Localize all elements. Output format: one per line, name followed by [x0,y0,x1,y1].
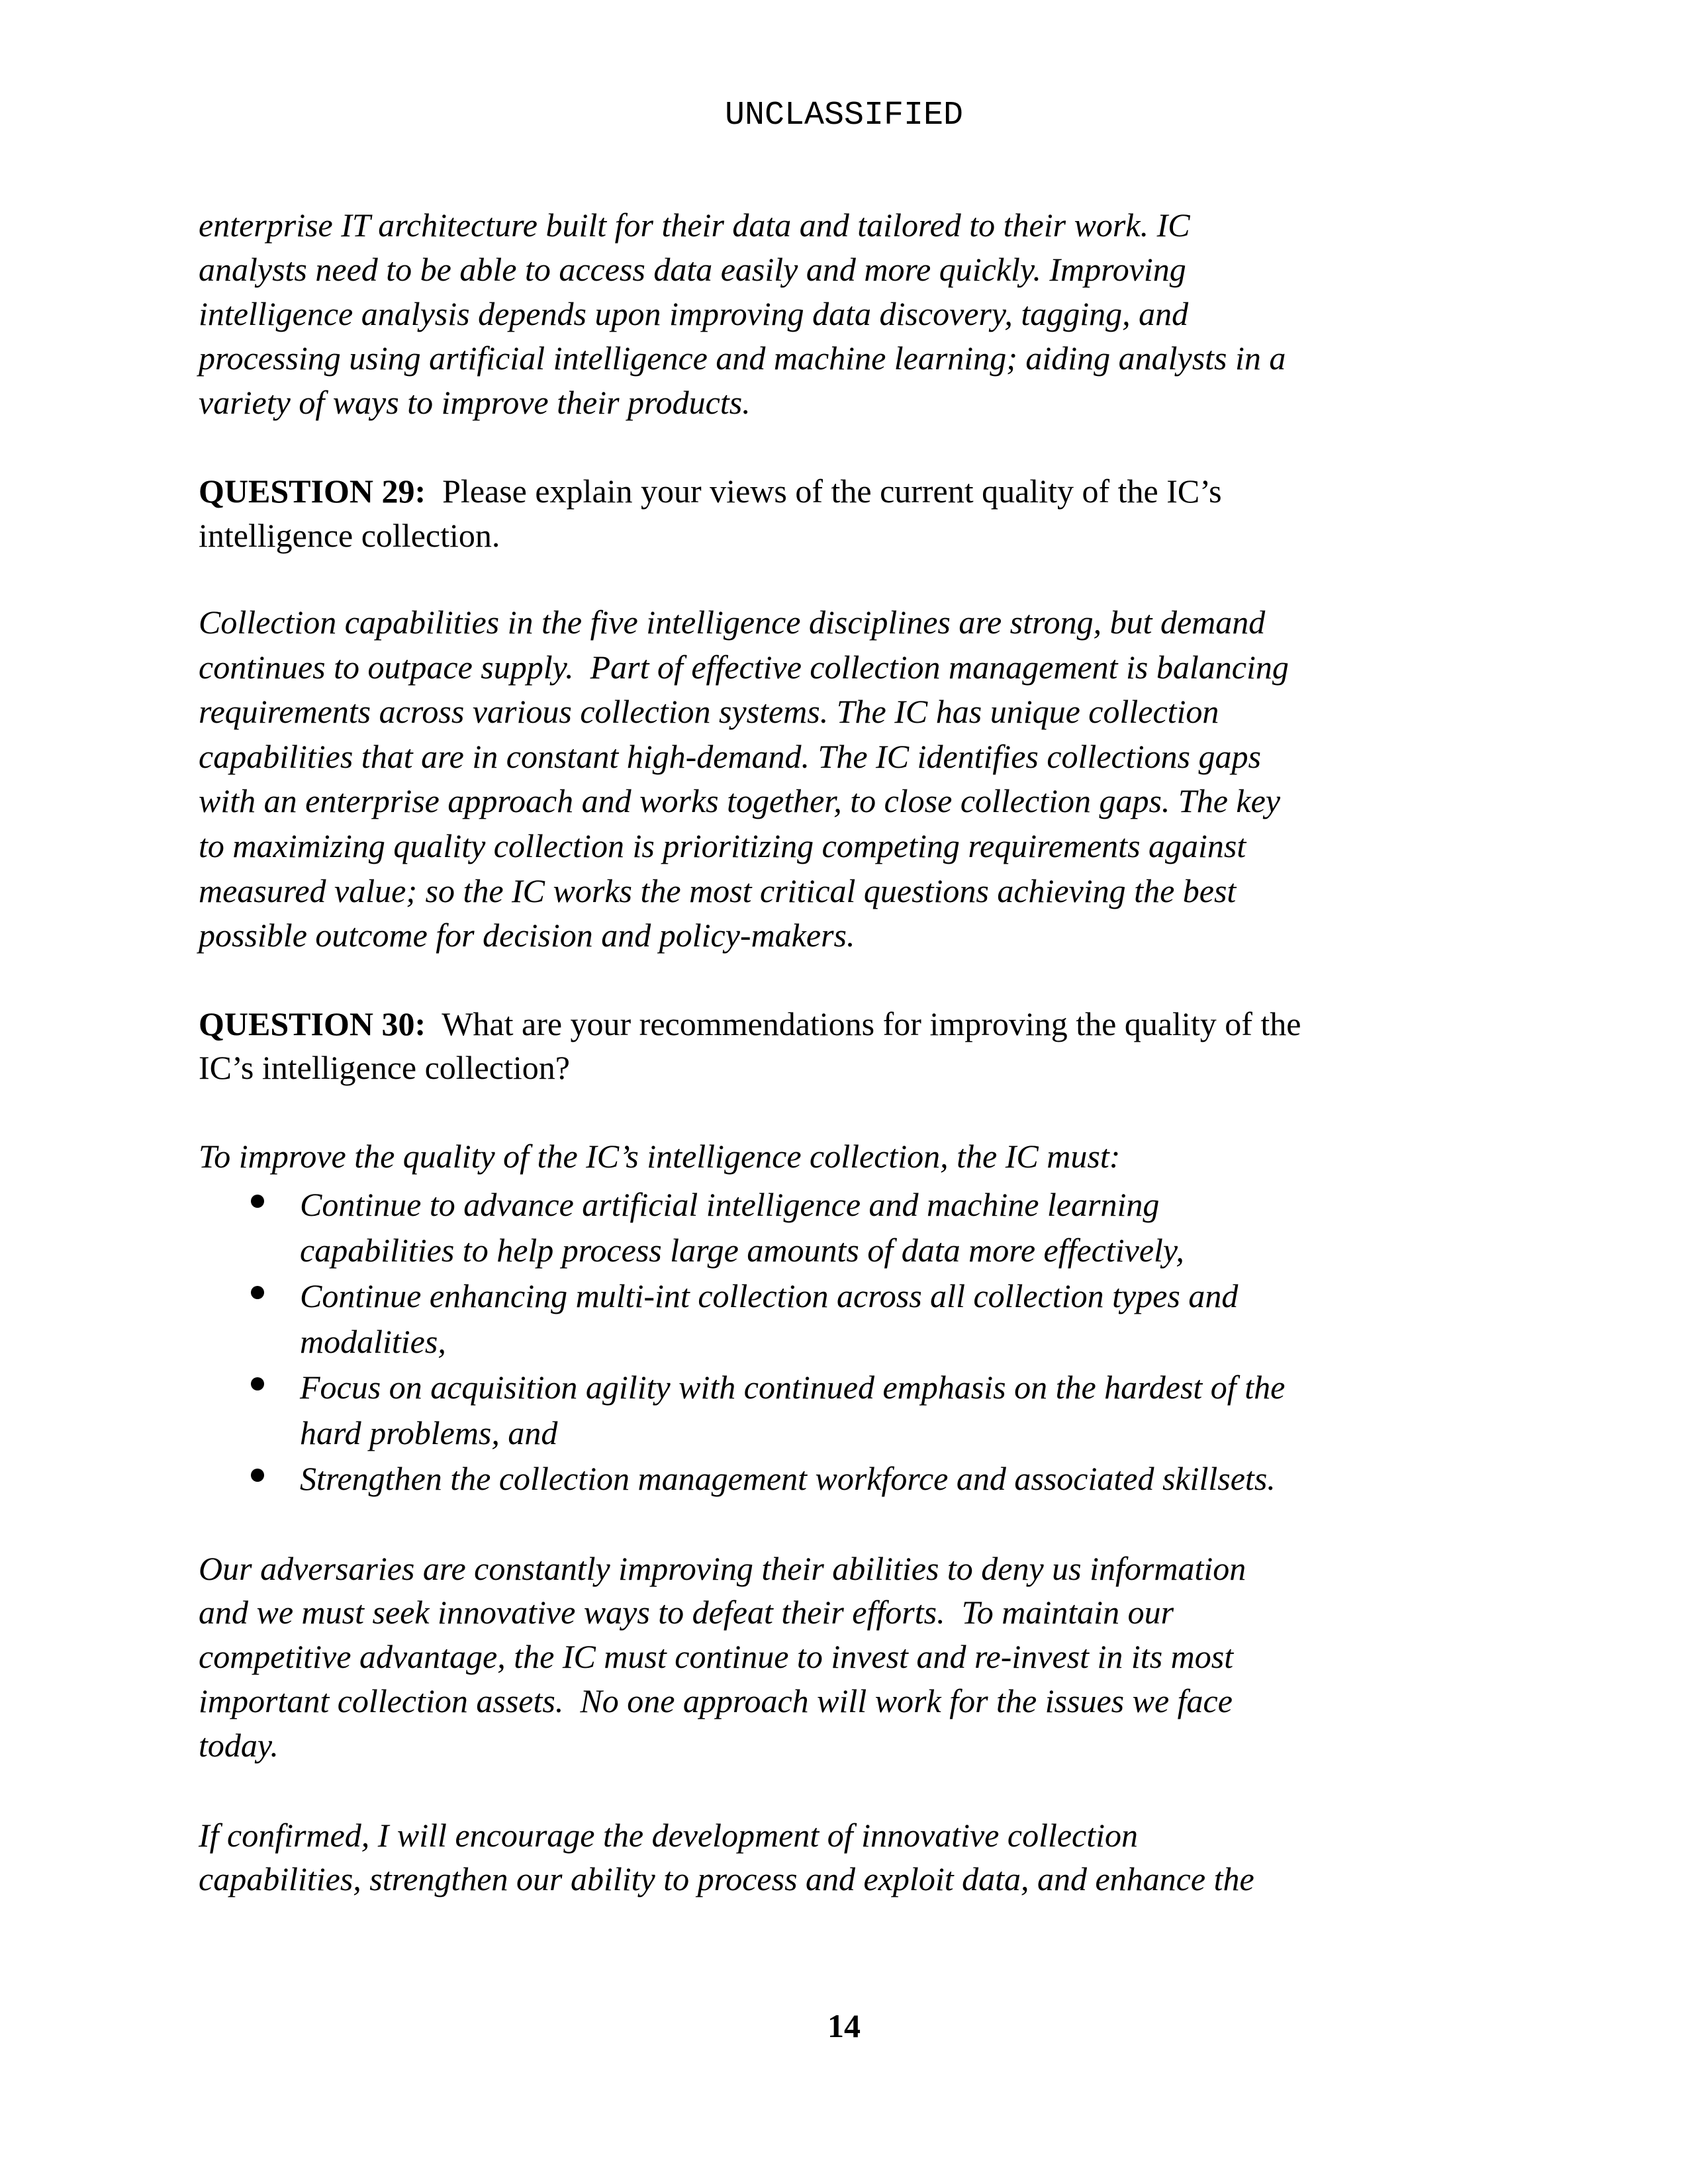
classification-header: UNCLASSIFIED [724,97,964,134]
question-text: IC’s intelligence collection? [199,1049,570,1086]
bullet-icon [251,1377,264,1390]
text-line: enterprise IT architecture built for their data and tailored to their work. IC [199,206,1190,244]
bullet-text: Continue to advance artificial intelligence and machine learning [300,1186,1160,1223]
text-line: analysts need to be able to access data easily and more quickly. Improving [199,251,1186,288]
text-line: with an enterprise approach and works together, to close collection gaps. The key [199,782,1281,819]
bullet-icon [251,1286,264,1299]
text-line: requirements across various collection systems. The IC has unique collection [199,693,1219,730]
question-text: What are your recommendations for improving the quality of the [426,1005,1301,1042]
text-line: important collection assets. No one approach will work for the issues we face [199,1682,1233,1719]
bullet-icon [251,1195,264,1208]
text-line: Our adversaries are constantly improving their abilities to deny us information [199,1550,1246,1587]
question-label: QUESTION 30: [199,1005,426,1042]
bullet-text: Focus on acquisition agility with continued emphasis on the hardest of the [300,1369,1286,1406]
text-line: possible outcome for decision and policy-makers. [199,917,855,954]
question-heading [199,1007,1301,1040]
text-line: Collection capabilities in the five intelligence disciplines are strong, but demand [199,604,1266,641]
question-text: intelligence collection. [199,517,500,554]
bullet-text: Continue enhancing multi-int collection across all collection types and [300,1277,1239,1314]
bullet-text: capabilities to help process large amounts of data more effectively, [300,1232,1184,1269]
bullet-text: hard problems, and [300,1414,558,1451]
question-heading [199,475,1222,508]
bullet-text: modalities, [300,1323,446,1360]
text-line: capabilities that are in constant high-demand. The IC identifies collections gaps [199,738,1261,775]
text-line: capabilities, strengthen our ability to process and exploit data, and enhance the [199,1860,1254,1897]
text-line: processing using artificial intelligence and machine learning; aiding analysts in a [199,340,1286,377]
text-line: If confirmed, I will encourage the development of innovative collection [199,1817,1139,1854]
text-line: to maximizing quality collection is prioritizing competing requirements against [199,827,1246,864]
page-number: 14 [827,2007,861,2044]
text-line: variety of ways to improve their products. [199,384,751,421]
text-line: today. [199,1727,279,1764]
text-line: intelligence analysis depends upon improving data discovery, tagging, and [199,295,1189,332]
text-line: competitive advantage, the IC must continue to invest and re-invest in its most [199,1638,1234,1675]
bullet-text: Strengthen the collection management workforce and associated skillsets. [300,1460,1276,1497]
bullet-icon [251,1469,264,1482]
question-text: Please explain your views of the current quality of the IC’s [426,473,1222,510]
answer-intro: To improve the quality of the IC’s intelligence collection, the IC must: [199,1138,1121,1175]
text-line: and we must seek innovative ways to defeat their efforts. To maintain our [199,1594,1174,1631]
text-line: measured value; so the IC works the most critical questions achieving the best [199,872,1237,909]
text-line: continues to outpace supply. Part of effective collection management is balancing [199,649,1289,686]
question-label: QUESTION 29: [199,473,426,510]
